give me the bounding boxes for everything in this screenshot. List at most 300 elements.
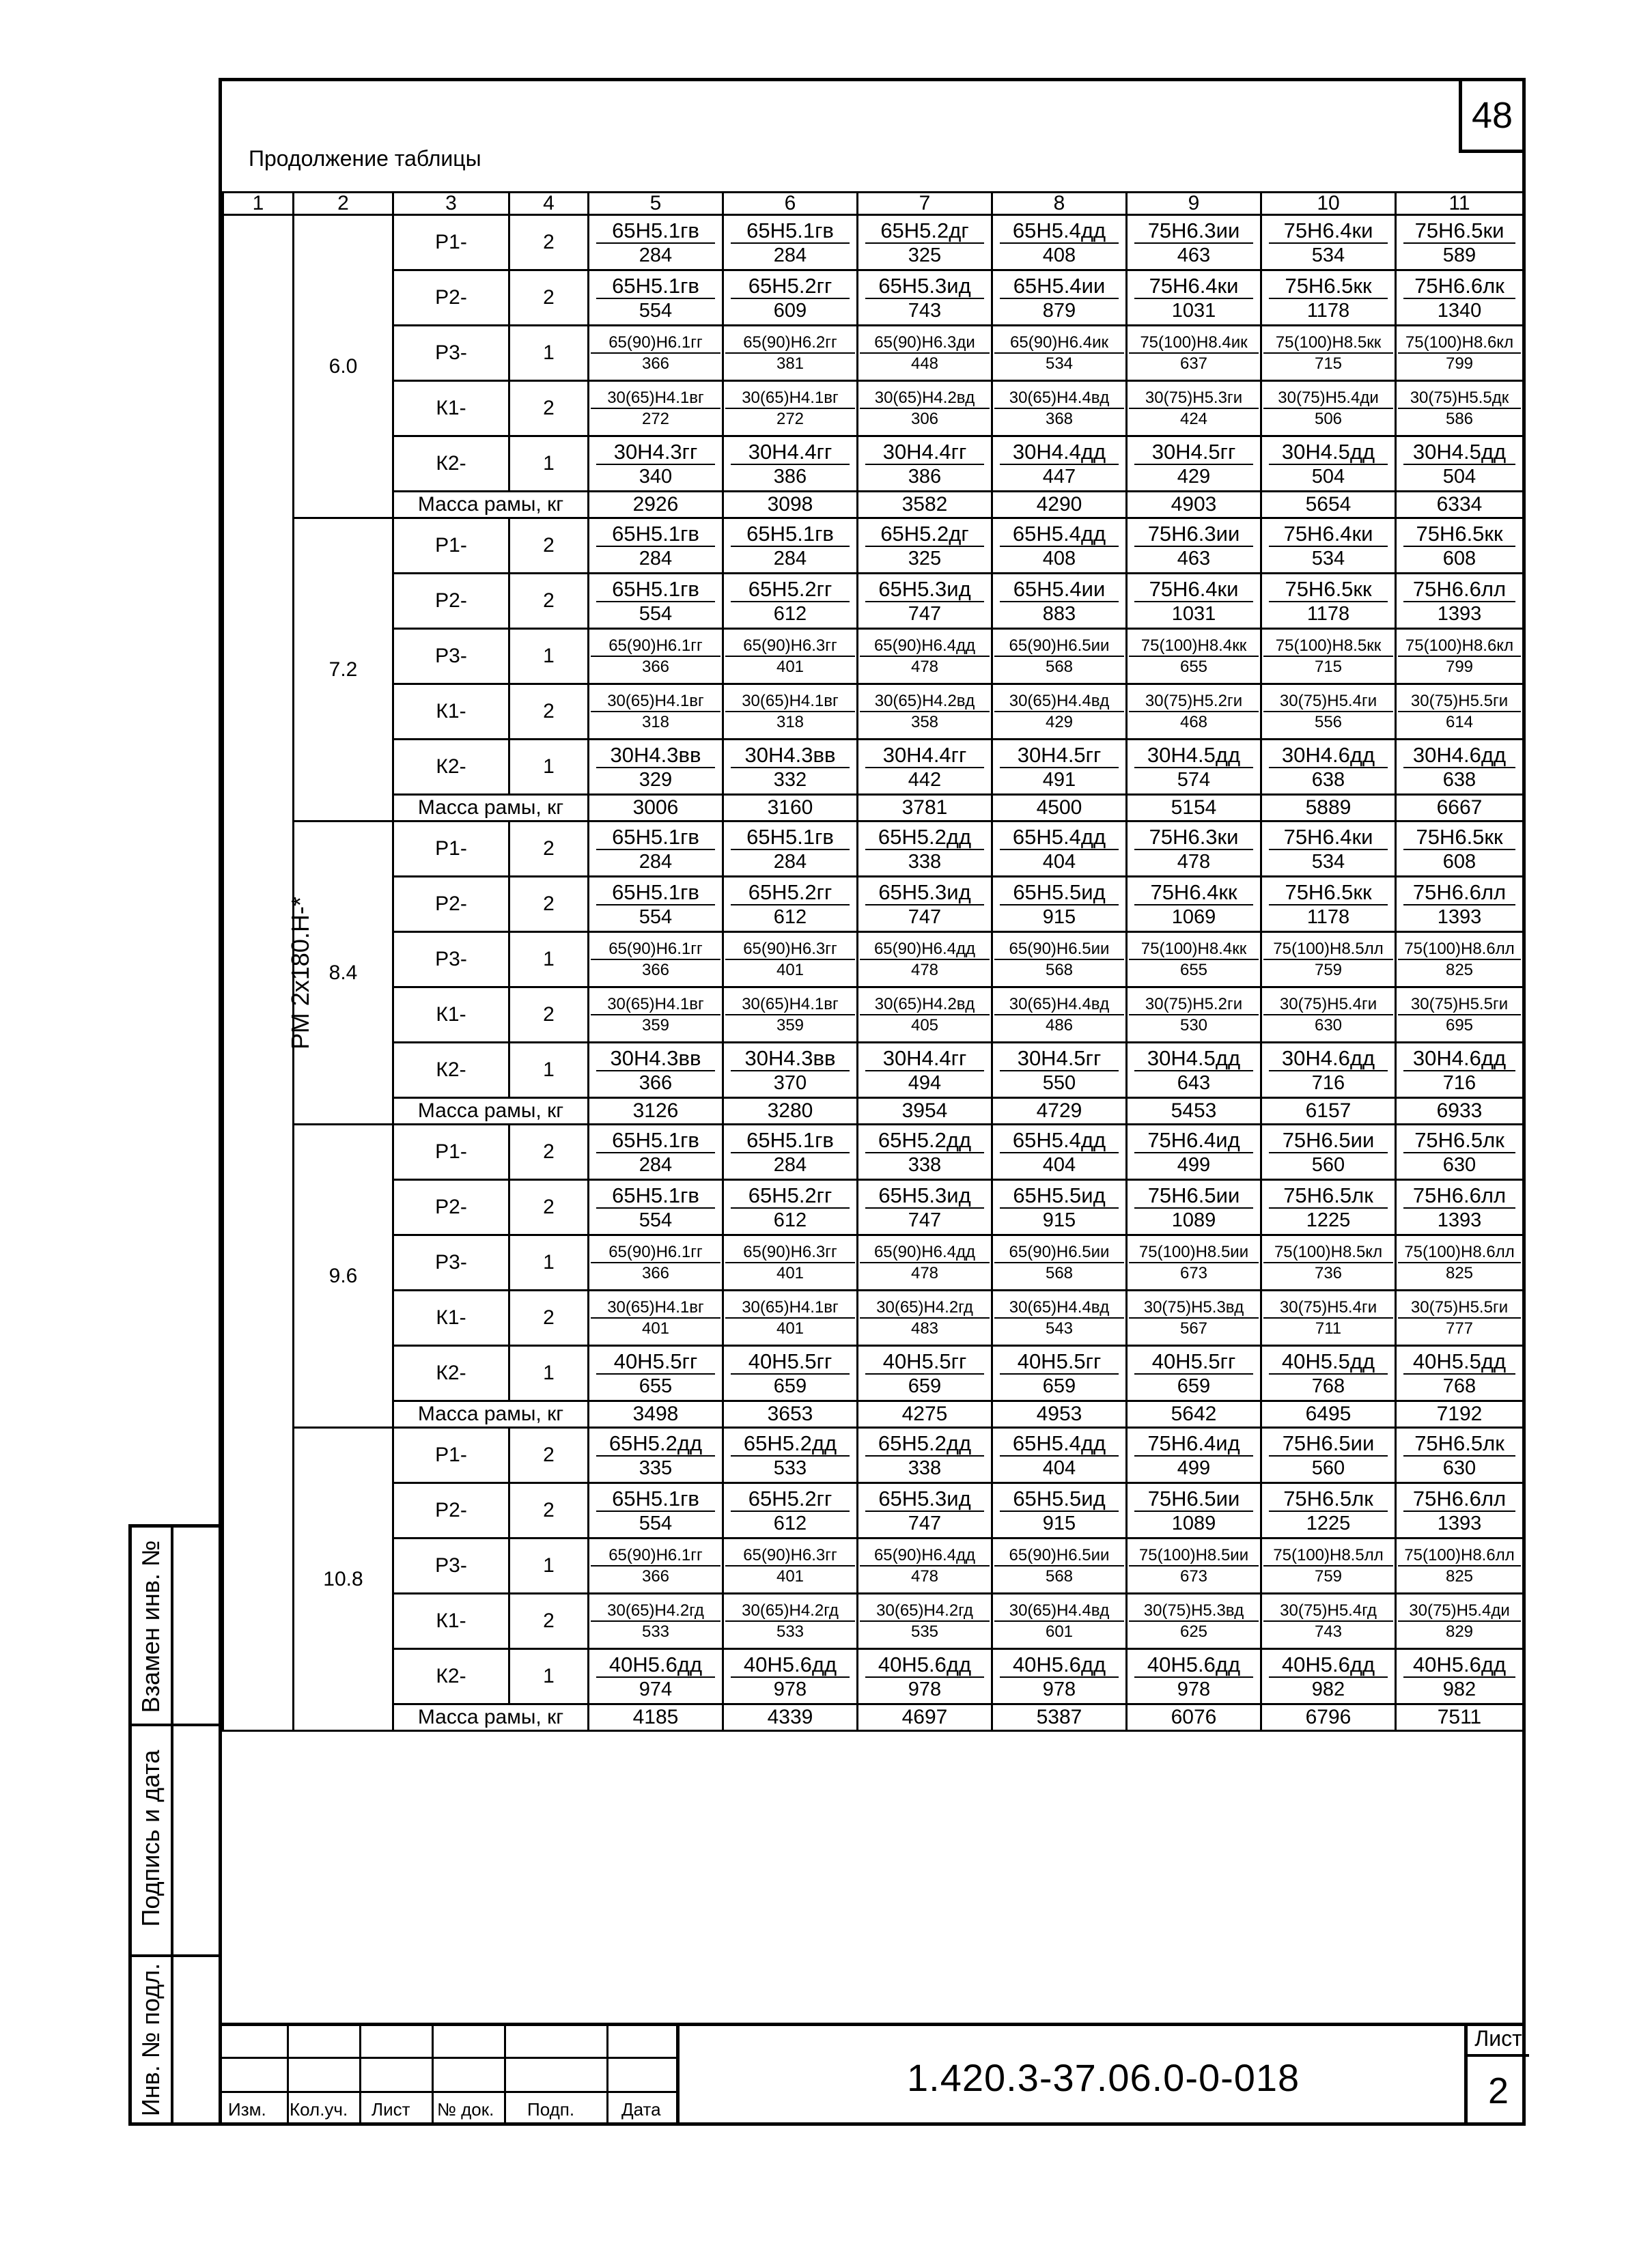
element-code: 30(65)Н4.1вг [725, 996, 855, 1015]
left-stamp [128, 1524, 222, 2126]
mass-value: 5453 [1127, 1098, 1261, 1125]
element-cell [1261, 1428, 1396, 1483]
element-cell [1127, 1291, 1261, 1346]
element-cell [1127, 1483, 1261, 1539]
span-value: 7.2 [294, 518, 393, 821]
element-code: 30Н4.5гг [1134, 441, 1253, 465]
element-weight: 401 [776, 960, 804, 979]
element-code: 30(75)Н5.5ги [1398, 1299, 1521, 1319]
element-code: 30(65)Н4.2вд [860, 996, 990, 1015]
element-mark: К2- [393, 740, 509, 795]
element-row [223, 877, 1524, 932]
element-cell [589, 518, 723, 574]
element-weight: 747 [908, 905, 942, 928]
element-weight: 338 [908, 850, 942, 873]
mass-value: 4185 [589, 1704, 723, 1731]
element-cell [1396, 1594, 1524, 1649]
element-weight: 429 [1177, 465, 1211, 488]
element-weight: 284 [773, 850, 807, 873]
element-cell [858, 629, 992, 684]
element-code: 65Н5.1гв [596, 826, 715, 850]
element-weight: 284 [773, 1153, 807, 1176]
element-code: 65Н5.4дд [1000, 523, 1119, 547]
element-row [223, 1346, 1524, 1401]
mass-value: 6796 [1261, 1704, 1396, 1731]
element-weight: 359 [641, 1015, 670, 1035]
element-code: 30(65)Н4.1вг [591, 1299, 720, 1319]
element-weight: 329 [639, 768, 673, 791]
element-weight: 368 [1045, 409, 1074, 428]
element-weight: 306 [910, 409, 939, 428]
column-number: 5 [589, 193, 723, 215]
element-code: 30(75)Н5.4ги [1263, 996, 1393, 1015]
element-cell [1396, 1235, 1524, 1291]
element-weight: 743 [1314, 1622, 1343, 1641]
mass-value: 4339 [723, 1704, 858, 1731]
element-cell [723, 877, 858, 932]
element-weight: 568 [1045, 960, 1074, 979]
element-code: 30Н4.4гг [731, 441, 850, 465]
tb-izm: Изм. [228, 2099, 266, 2120]
tb-date: Дата [621, 2099, 661, 2120]
element-code: 65(90)Н6.1гг [591, 638, 720, 657]
element-weight: 567 [1179, 1319, 1208, 1338]
element-weight: 1069 [1171, 905, 1216, 928]
element-weight: 401 [776, 1319, 804, 1338]
element-weight: 716 [1442, 1071, 1476, 1094]
element-cell [1396, 1539, 1524, 1594]
element-code: 65Н5.2дг [865, 220, 984, 244]
element-weight: 325 [908, 244, 942, 266]
element-row [223, 932, 1524, 987]
element-code: 65Н5.5ид [1000, 882, 1119, 905]
element-row [223, 1180, 1524, 1235]
element-code: 30(65)Н4.2гд [860, 1299, 990, 1319]
element-weight: 777 [1445, 1319, 1474, 1338]
element-weight: 1393 [1437, 1209, 1482, 1231]
element-weight: 825 [1445, 960, 1474, 979]
element-cell [1396, 1649, 1524, 1704]
element-code: 30(75)Н5.4ги [1263, 1299, 1393, 1319]
mass-value: 6076 [1127, 1704, 1261, 1731]
mass-value: 4275 [858, 1401, 992, 1428]
element-code: 30Н4.3вв [596, 1048, 715, 1071]
element-cell [1396, 436, 1524, 492]
element-mark: Р3- [393, 326, 509, 381]
element-cell [992, 326, 1127, 381]
element-cell [589, 1539, 723, 1594]
element-weight: 533 [773, 1457, 807, 1479]
element-code: 40Н5.5гг [731, 1351, 850, 1375]
element-code: 65Н5.4ии [1000, 578, 1119, 602]
element-cell [1261, 1043, 1396, 1098]
element-cell [589, 1594, 723, 1649]
mass-value: 5654 [1261, 492, 1396, 518]
element-code: 40Н5.6дд [865, 1654, 984, 1678]
element-weight: 1393 [1437, 602, 1482, 625]
element-weight: 366 [641, 960, 670, 979]
element-weight: 325 [908, 547, 942, 570]
element-code: 30Н4.5дд [1269, 441, 1388, 465]
element-weight: 534 [1045, 354, 1074, 373]
element-mark: Р3- [393, 1539, 509, 1594]
element-cell [858, 518, 992, 574]
element-weight: 284 [639, 244, 673, 266]
element-cell [1261, 740, 1396, 795]
element-code: 65(90)Н6.5ии [994, 941, 1124, 960]
element-cell [992, 629, 1127, 684]
element-cell [723, 1483, 858, 1539]
element-code: 30(65)Н4.4вд [994, 996, 1124, 1015]
element-cell [1261, 1649, 1396, 1704]
mass-label: Масса рамы, кг [393, 795, 589, 821]
element-code: 75Н6.5ии [1134, 1488, 1253, 1512]
element-weight: 630 [1442, 1153, 1476, 1176]
element-code: 30(65)Н4.4вд [994, 693, 1124, 712]
element-cell [858, 877, 992, 932]
element-count: 1 [509, 629, 589, 684]
element-cell [1261, 270, 1396, 326]
element-count: 2 [509, 1125, 589, 1180]
element-code: 75Н6.5кк [1269, 578, 1388, 602]
element-code: 75(100)Н8.5лл [1263, 1547, 1393, 1566]
element-code: 75(100)Н8.6лл [1398, 1244, 1521, 1263]
element-weight: 799 [1445, 354, 1474, 373]
element-weight: 673 [1179, 1263, 1208, 1282]
element-weight: 386 [773, 465, 807, 488]
element-count: 2 [509, 270, 589, 326]
element-count: 2 [509, 574, 589, 629]
element-code: 65Н5.2гг [731, 578, 850, 602]
element-weight: 978 [773, 1678, 807, 1700]
element-code: 30(65)Н4.2гд [725, 1603, 855, 1622]
element-count: 2 [509, 1180, 589, 1235]
element-cell [992, 987, 1127, 1043]
element-code: 30Н4.3вв [731, 744, 850, 768]
element-cell [723, 740, 858, 795]
element-cell [589, 574, 723, 629]
table-caption: Продолжение таблицы [249, 146, 481, 171]
element-cell [1396, 987, 1524, 1043]
element-weight: 1225 [1306, 1209, 1351, 1231]
element-cell [723, 1125, 858, 1180]
element-code: 65Н5.1гв [731, 523, 850, 547]
element-row [223, 1125, 1524, 1180]
element-code: 65Н5.1гв [596, 523, 715, 547]
element-weight: 743 [908, 299, 942, 322]
element-code: 30(75)Н5.4ги [1263, 693, 1393, 712]
element-cell [858, 932, 992, 987]
element-code: 30Н4.3вв [596, 744, 715, 768]
element-weight: 974 [639, 1678, 673, 1700]
element-cell [723, 1235, 858, 1291]
mass-value: 5154 [1127, 795, 1261, 821]
element-weight: 759 [1314, 960, 1343, 979]
element-row [223, 1043, 1524, 1098]
element-cell [858, 1180, 992, 1235]
element-cell [723, 629, 858, 684]
element-cell [858, 1483, 992, 1539]
element-code: 65Н5.1гв [596, 275, 715, 299]
element-code: 65Н5.3ид [865, 1185, 984, 1209]
element-cell [589, 1180, 723, 1235]
element-code: 75(100)Н8.5кл [1263, 1244, 1393, 1263]
element-code: 65Н5.2гг [731, 275, 850, 299]
element-cell [1127, 215, 1261, 270]
sheet-value: 2 [1487, 2070, 1509, 2111]
element-weight: 659 [1177, 1375, 1211, 1397]
element-cell [589, 1235, 723, 1291]
element-code: 75Н6.5лк [1403, 1129, 1515, 1153]
mass-value: 4697 [858, 1704, 992, 1731]
element-cell [992, 932, 1127, 987]
element-code: 30(65)Н4.2гд [591, 1603, 720, 1622]
element-weight: 1178 [1306, 299, 1350, 322]
element-cell [1127, 326, 1261, 381]
span-value: 6.0 [294, 215, 393, 518]
element-mark: К1- [393, 1291, 509, 1346]
mass-value: 7511 [1396, 1704, 1524, 1731]
element-cell [1261, 1125, 1396, 1180]
element-cell [589, 326, 723, 381]
element-code: 65Н5.1гв [731, 826, 850, 850]
element-code: 75Н6.6лл [1403, 1488, 1515, 1512]
element-weight: 504 [1442, 465, 1476, 488]
element-cell [1396, 270, 1524, 326]
element-weight: 401 [776, 657, 804, 676]
element-row [223, 215, 1524, 270]
stamp-signature-date: Подпись и дата [137, 1750, 165, 1927]
element-code: 30Н4.6дд [1403, 1048, 1515, 1071]
element-mark: К1- [393, 381, 509, 436]
element-weight: 366 [641, 1566, 670, 1586]
element-code: 75Н6.5кк [1403, 826, 1515, 850]
element-cell [1396, 1180, 1524, 1235]
element-mark: Р2- [393, 270, 509, 326]
column-number: 3 [393, 193, 509, 215]
element-weight: 404 [1042, 1153, 1076, 1176]
element-weight: 530 [1179, 1015, 1208, 1035]
element-weight: 408 [1042, 547, 1076, 570]
element-cell [858, 1235, 992, 1291]
element-cell [723, 987, 858, 1043]
element-weight: 554 [639, 602, 673, 625]
element-code: 65(90)Н6.5ии [994, 1244, 1124, 1263]
element-weight: 608 [1442, 547, 1476, 570]
element-row [223, 518, 1524, 574]
element-code: 75Н6.5ки [1403, 220, 1515, 244]
element-weight: 506 [1314, 409, 1343, 428]
element-code: 75Н6.5кк [1269, 275, 1388, 299]
element-code: 65Н5.2дг [865, 523, 984, 547]
element-code: 75(100)Н8.4кк [1129, 941, 1259, 960]
element-weight: 829 [1445, 1622, 1474, 1641]
element-code: 65(90)Н6.4дд [860, 638, 990, 657]
element-row [223, 740, 1524, 795]
element-code: 75Н6.5кк [1269, 882, 1388, 905]
element-code: 75(100)Н8.4ик [1129, 335, 1259, 354]
element-row [223, 1594, 1524, 1649]
element-count: 2 [509, 821, 589, 877]
element-count: 1 [509, 1649, 589, 1704]
element-count: 1 [509, 740, 589, 795]
mass-value: 3582 [858, 492, 992, 518]
element-cell [1396, 1043, 1524, 1098]
element-weight: 463 [1177, 244, 1211, 266]
element-cell [1261, 436, 1396, 492]
element-cell [723, 1649, 858, 1704]
element-weight: 272 [641, 409, 670, 428]
element-weight: 630 [1314, 1015, 1343, 1035]
element-cell [1396, 932, 1524, 987]
element-mark: Р2- [393, 574, 509, 629]
element-cell [723, 326, 858, 381]
element-cell [992, 270, 1127, 326]
element-code: 65(90)Н6.5ии [994, 638, 1124, 657]
element-weight: 534 [1311, 547, 1345, 570]
element-cell [1127, 1649, 1261, 1704]
mass-value: 5889 [1261, 795, 1396, 821]
element-weight: 1225 [1306, 1512, 1351, 1534]
element-cell [1127, 877, 1261, 932]
element-weight: 533 [641, 1622, 670, 1641]
mass-label: Масса рамы, кг [393, 1704, 589, 1731]
element-cell [858, 1346, 992, 1401]
element-cell [589, 987, 723, 1043]
element-code: 30(75)Н5.4ди [1263, 390, 1393, 409]
element-weight: 554 [639, 1209, 673, 1231]
element-weight: 381 [776, 354, 804, 373]
element-cell [1396, 629, 1524, 684]
element-code: 65Н5.4дд [1000, 1433, 1119, 1457]
element-weight: 736 [1314, 1263, 1343, 1282]
element-code: 65Н5.2дд [865, 1433, 984, 1457]
mass-value: 6667 [1396, 795, 1524, 821]
element-cell [1261, 518, 1396, 574]
sheet-box [1464, 2023, 1529, 2126]
tb-doc-num: № док. [437, 2099, 494, 2120]
element-code: 30(75)Н5.4ди [1398, 1603, 1521, 1622]
element-weight: 799 [1445, 657, 1474, 676]
element-cell [1396, 1125, 1524, 1180]
element-cell [723, 821, 858, 877]
element-weight: 915 [1042, 1209, 1076, 1231]
element-cell [992, 740, 1127, 795]
element-code: 75Н6.4ки [1134, 275, 1253, 299]
element-row [223, 381, 1524, 436]
element-weight: 1393 [1437, 1512, 1482, 1534]
element-cell [858, 270, 992, 326]
element-code: 65Н5.4дд [1000, 826, 1119, 850]
element-cell [992, 1125, 1127, 1180]
element-code: 30(65)Н4.2гд [860, 1603, 990, 1622]
element-row [223, 326, 1524, 381]
mass-row [223, 1401, 1524, 1428]
mass-row [223, 1098, 1524, 1125]
element-cell [1396, 518, 1524, 574]
element-code: 30(75)Н5.2ги [1129, 996, 1259, 1015]
rebar-table [222, 191, 1524, 1732]
element-row [223, 1428, 1524, 1483]
element-weight: 486 [1045, 1015, 1074, 1035]
column-number: 9 [1127, 193, 1261, 215]
element-weight: 825 [1445, 1566, 1474, 1586]
element-code: 75Н6.5лк [1269, 1488, 1388, 1512]
element-cell [723, 518, 858, 574]
element-code: 30(65)Н4.1вг [591, 996, 720, 1015]
element-code: 30(75)Н5.5ги [1398, 693, 1521, 712]
element-cell [992, 1346, 1127, 1401]
element-weight: 1178 [1306, 905, 1350, 928]
element-count: 2 [509, 684, 589, 740]
element-weight: 982 [1311, 1678, 1345, 1700]
element-weight: 1089 [1171, 1209, 1216, 1231]
element-cell [992, 1594, 1127, 1649]
element-mark: Р1- [393, 215, 509, 270]
column-number: 8 [992, 193, 1127, 215]
element-cell [723, 1428, 858, 1483]
element-code: 75Н6.3ии [1134, 523, 1253, 547]
element-cell [1127, 1180, 1261, 1235]
element-weight: 716 [1311, 1071, 1345, 1094]
element-cell [1261, 1180, 1396, 1235]
element-weight: 401 [776, 1263, 804, 1282]
element-weight: 340 [639, 465, 673, 488]
element-code: 30(75)Н5.3ги [1129, 390, 1259, 409]
element-cell [589, 381, 723, 436]
mass-value: 4903 [1127, 492, 1261, 518]
element-code: 75(100)Н8.6лл [1398, 1547, 1521, 1566]
element-weight: 318 [641, 712, 670, 731]
element-code: 75(100)Н8.6кл [1398, 638, 1521, 657]
element-cell [723, 1539, 858, 1594]
element-cell [723, 1180, 858, 1235]
element-weight: 978 [1042, 1678, 1076, 1700]
element-weight: 695 [1445, 1015, 1474, 1035]
element-weight: 1089 [1171, 1512, 1216, 1534]
element-code: 30Н4.4гг [865, 744, 984, 768]
element-cell [1127, 381, 1261, 436]
element-code: 30Н4.5дд [1134, 1048, 1253, 1071]
element-code: 30(75)Н5.2ги [1129, 693, 1259, 712]
element-code: 65(90)Н6.4дд [860, 941, 990, 960]
element-code: 40Н5.5дд [1269, 1351, 1388, 1375]
element-count: 2 [509, 1291, 589, 1346]
element-code: 30Н4.4дд [1000, 441, 1119, 465]
element-code: 65(90)Н6.3гг [725, 1547, 855, 1566]
element-cell [858, 326, 992, 381]
mass-value: 4953 [992, 1401, 1127, 1428]
element-weight: 1031 [1171, 299, 1216, 322]
element-code: 30(65)Н4.1вг [591, 390, 720, 409]
element-cell [589, 821, 723, 877]
element-weight: 463 [1177, 547, 1211, 570]
element-weight: 284 [773, 547, 807, 570]
series-label: РМ 2х180.Н-* [285, 896, 314, 1050]
mass-value: 3006 [589, 795, 723, 821]
mass-value: 3126 [589, 1098, 723, 1125]
element-count: 2 [509, 215, 589, 270]
element-weight: 1340 [1437, 299, 1482, 322]
element-count: 2 [509, 877, 589, 932]
column-number: 7 [858, 193, 992, 215]
mass-value: 6334 [1396, 492, 1524, 518]
element-cell [858, 740, 992, 795]
element-cell [723, 381, 858, 436]
element-weight: 284 [639, 850, 673, 873]
element-code: 65Н5.1гв [596, 882, 715, 905]
element-cell [723, 1594, 858, 1649]
